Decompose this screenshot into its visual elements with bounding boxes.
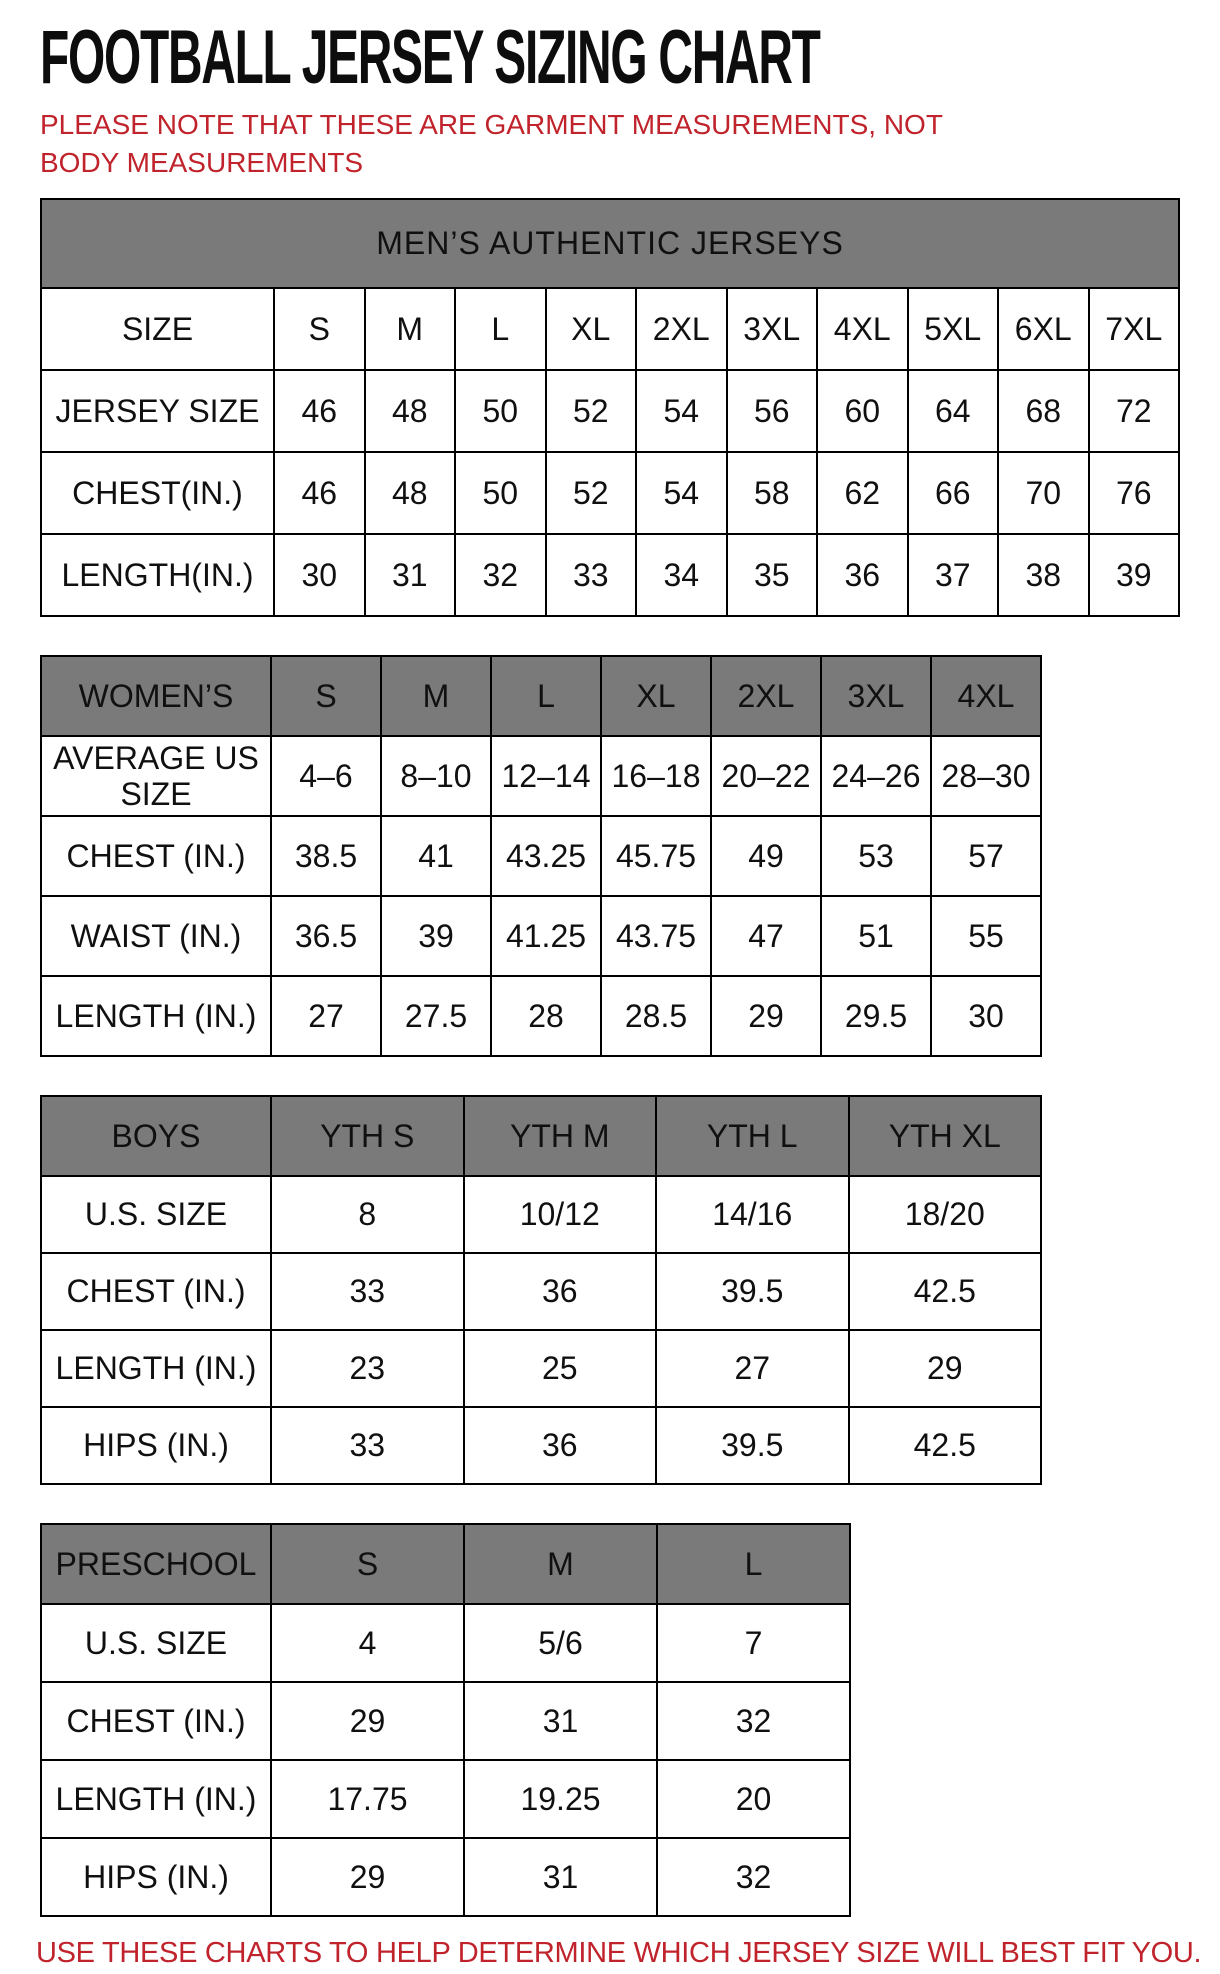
row-label: CHEST (IN.) — [41, 1682, 271, 1760]
table-title-cell: BOYS — [41, 1096, 271, 1176]
table-row — [41, 534, 1179, 616]
row-label: U.S. SIZE — [41, 1604, 271, 1682]
row-label: LENGTH (IN.) — [41, 1760, 271, 1838]
table-cell: 42.5 — [849, 1253, 1042, 1330]
table-cell: 31 — [464, 1682, 657, 1760]
table-cell: 30 — [274, 534, 365, 616]
table-cell: 6XL — [998, 288, 1089, 370]
table-cell: 28.5 — [601, 976, 711, 1056]
table-cell: 46 — [274, 370, 365, 452]
table-cell: 12–14 — [491, 736, 601, 816]
table-cell: 52 — [546, 370, 637, 452]
table-cell: 7 — [657, 1604, 850, 1682]
row-label: LENGTH (IN.) — [41, 976, 271, 1056]
table-cell: 54 — [636, 452, 727, 534]
table-cell: 18/20 — [849, 1176, 1042, 1253]
mens-authentic-jerseys-table — [40, 198, 1180, 617]
table-cell: 17.75 — [271, 1760, 464, 1838]
row-label: HIPS (IN.) — [41, 1838, 271, 1916]
row-label: WAIST (IN.) — [41, 896, 271, 976]
table-cell: 41.25 — [491, 896, 601, 976]
table-cell: 25 — [464, 1330, 657, 1407]
table-cell: 31 — [365, 534, 456, 616]
column-header: 4XL — [931, 656, 1041, 736]
column-header: 2XL — [711, 656, 821, 736]
row-label: SIZE — [41, 288, 274, 370]
table-cell: 5/6 — [464, 1604, 657, 1682]
table-header-row — [41, 656, 1041, 736]
row-label: CHEST (IN.) — [41, 816, 271, 896]
table-cell: 27.5 — [381, 976, 491, 1056]
table-cell: 20–22 — [711, 736, 821, 816]
table-cell: 30 — [931, 976, 1041, 1056]
table-cell: 4XL — [817, 288, 908, 370]
table-cell: 72 — [1089, 370, 1180, 452]
table-cell: 27 — [656, 1330, 849, 1407]
table-cell: 31 — [464, 1838, 657, 1916]
table-cell: XL — [546, 288, 637, 370]
table-cell: 51 — [821, 896, 931, 976]
table-cell: 38 — [998, 534, 1089, 616]
table-cell: 49 — [711, 816, 821, 896]
table-cell: 42.5 — [849, 1407, 1042, 1484]
table-cell: 33 — [271, 1407, 464, 1484]
table-cell: 53 — [821, 816, 931, 896]
column-header: YTH S — [271, 1096, 464, 1176]
row-label: CHEST(IN.) — [41, 452, 274, 534]
table-cell: 55 — [931, 896, 1041, 976]
row-label: LENGTH(IN.) — [41, 534, 274, 616]
column-header: S — [271, 1524, 464, 1604]
table-cell: L — [455, 288, 546, 370]
table-cell: 36 — [464, 1253, 657, 1330]
table-cell: 50 — [455, 370, 546, 452]
table-cell: 58 — [727, 452, 818, 534]
table-cell: 52 — [546, 452, 637, 534]
table-row — [41, 1838, 850, 1916]
table-cell: 45.75 — [601, 816, 711, 896]
table-cell: 62 — [817, 452, 908, 534]
table-cell: 70 — [998, 452, 1089, 534]
row-label: LENGTH (IN.) — [41, 1330, 271, 1407]
table-cell: 60 — [817, 370, 908, 452]
table-cell: M — [365, 288, 456, 370]
table-cell: 35 — [727, 534, 818, 616]
table-cell: 28 — [491, 976, 601, 1056]
table-cell: 36.5 — [271, 896, 381, 976]
table-cell: 68 — [998, 370, 1089, 452]
table-cell: 5XL — [908, 288, 999, 370]
table-cell: 50 — [455, 452, 546, 534]
table-row — [41, 1682, 850, 1760]
table-cell: 29 — [271, 1682, 464, 1760]
womens-sizing-table — [40, 655, 1042, 1057]
table-cell: 2XL — [636, 288, 727, 370]
column-header: M — [381, 656, 491, 736]
table-cell: 39 — [1089, 534, 1180, 616]
table-cell: 16–18 — [601, 736, 711, 816]
table-cell: 48 — [365, 452, 456, 534]
row-label: CHEST (IN.) — [41, 1253, 271, 1330]
row-label: HIPS (IN.) — [41, 1407, 271, 1484]
table-header-row — [41, 1096, 1041, 1176]
table-cell: 36 — [464, 1407, 657, 1484]
garment-measurements-note: PLEASE NOTE THAT THESE ARE GARMENT MEASUREMENTS, NOT BODY MEASUREMENTS — [40, 109, 943, 179]
table-cell: 23 — [271, 1330, 464, 1407]
row-label: JERSEY SIZE — [41, 370, 274, 452]
table-cell: 20 — [657, 1760, 850, 1838]
table-title-cell: PRESCHOOL — [41, 1524, 271, 1604]
table-row — [41, 1407, 1041, 1484]
table-header-row — [41, 1524, 850, 1604]
table-row — [41, 370, 1179, 452]
table-cell: 32 — [455, 534, 546, 616]
table-cell: 32 — [657, 1838, 850, 1916]
table-row — [41, 736, 1041, 816]
table-cell: 4–6 — [271, 736, 381, 816]
column-header: YTH M — [464, 1096, 657, 1176]
table-cell: S — [274, 288, 365, 370]
table-cell: 56 — [727, 370, 818, 452]
table-row — [41, 1330, 1041, 1407]
column-header: M — [464, 1524, 657, 1604]
table-banner: MEN’S AUTHENTIC JERSEYS — [41, 199, 1179, 288]
column-header: YTH L — [656, 1096, 849, 1176]
table-cell: 64 — [908, 370, 999, 452]
table-cell: 39.5 — [656, 1253, 849, 1330]
table-cell: 48 — [365, 370, 456, 452]
table-cell: 3XL — [727, 288, 818, 370]
table-cell: 24–26 — [821, 736, 931, 816]
table-row — [41, 816, 1041, 896]
table-cell: 43.75 — [601, 896, 711, 976]
column-header: XL — [601, 656, 711, 736]
row-label: AVERAGE US SIZE — [41, 736, 271, 816]
preschool-sizing-table — [40, 1523, 851, 1917]
table-cell: 47 — [711, 896, 821, 976]
table-cell: 41 — [381, 816, 491, 896]
table-cell: 54 — [636, 370, 727, 452]
table-cell: 39 — [381, 896, 491, 976]
column-header: S — [271, 656, 381, 736]
table-cell: 29 — [271, 1838, 464, 1916]
column-header: 3XL — [821, 656, 931, 736]
table-cell: 29 — [711, 976, 821, 1056]
table-cell: 34 — [636, 534, 727, 616]
table-cell: 66 — [908, 452, 999, 534]
table-cell: 29.5 — [821, 976, 931, 1056]
page-title: FOOTBALL JERSEY SIZING CHART — [40, 15, 820, 100]
table-title-cell: WOMEN’S — [41, 656, 271, 736]
table-row — [41, 896, 1041, 976]
fit-advice-footer: USE THESE CHARTS TO HELP DETERMINE WHICH JERSEY SIZE WILL BEST FIT YOU. — [36, 1937, 1202, 1970]
table-cell: 10/12 — [464, 1176, 657, 1253]
boys-sizing-table — [40, 1095, 1042, 1485]
column-header: YTH XL — [849, 1096, 1042, 1176]
column-header: L — [491, 656, 601, 736]
table-cell: 19.25 — [464, 1760, 657, 1838]
table-cell: 57 — [931, 816, 1041, 896]
table-cell: 4 — [271, 1604, 464, 1682]
table-row — [41, 1760, 850, 1838]
column-header: L — [657, 1524, 850, 1604]
table-row — [41, 976, 1041, 1056]
table-cell: 43.25 — [491, 816, 601, 896]
table-cell: 76 — [1089, 452, 1180, 534]
table-row — [41, 1253, 1041, 1330]
table-cell: 8–10 — [381, 736, 491, 816]
table-cell: 7XL — [1089, 288, 1180, 370]
table-cell: 14/16 — [656, 1176, 849, 1253]
table-row — [41, 1176, 1041, 1253]
table-cell: 46 — [274, 452, 365, 534]
table-row — [41, 1604, 850, 1682]
table-cell: 33 — [271, 1253, 464, 1330]
table-row — [41, 288, 1179, 370]
row-label: U.S. SIZE — [41, 1176, 271, 1253]
table-cell: 37 — [908, 534, 999, 616]
table-banner-row — [41, 199, 1179, 288]
table-cell: 33 — [546, 534, 637, 616]
table-cell: 36 — [817, 534, 908, 616]
table-cell: 32 — [657, 1682, 850, 1760]
table-cell: 29 — [849, 1330, 1042, 1407]
table-cell: 8 — [271, 1176, 464, 1253]
table-cell: 27 — [271, 976, 381, 1056]
table-row — [41, 452, 1179, 534]
table-cell: 39.5 — [656, 1407, 849, 1484]
table-cell: 38.5 — [271, 816, 381, 896]
table-cell: 28–30 — [931, 736, 1041, 816]
